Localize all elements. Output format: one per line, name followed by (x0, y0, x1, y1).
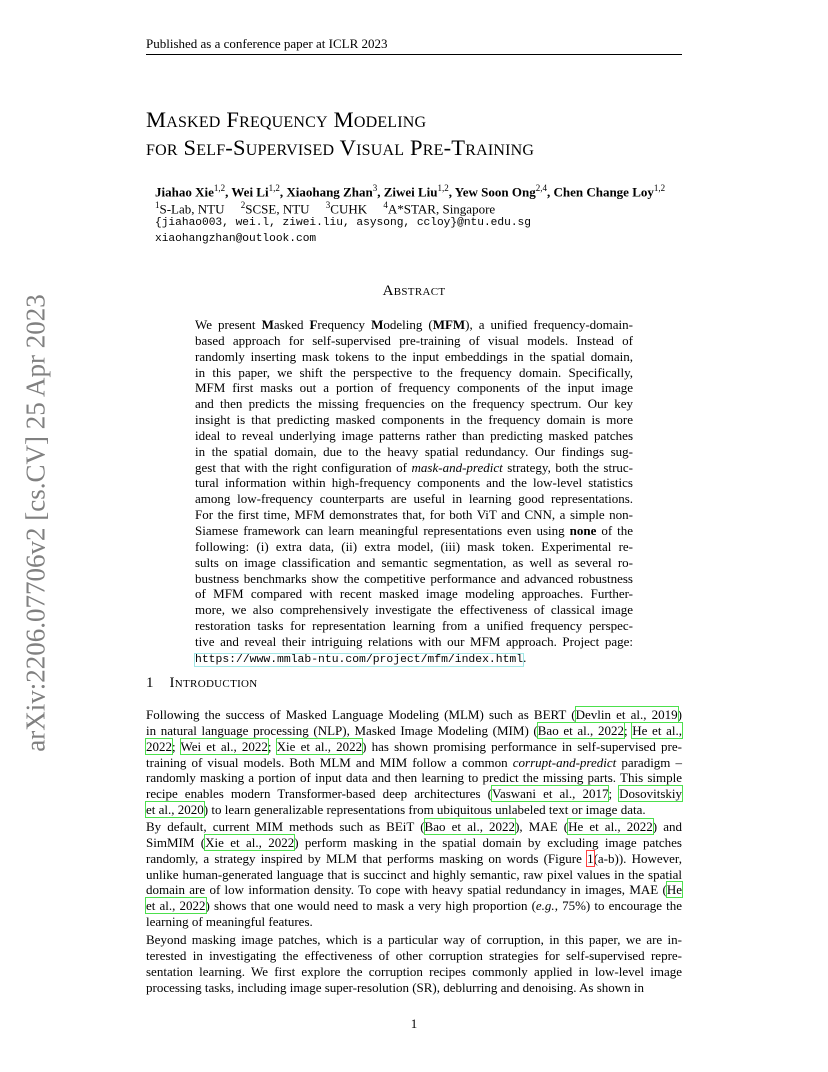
text-run: ) (677, 707, 682, 722)
text-run: unlike human-generated language that is succinct and highly semantic, raw pixel values in the spatial (146, 866, 682, 882)
paper-title (146, 106, 534, 162)
citation-link[interactable]: Bao et al., 2022 (537, 722, 624, 738)
abstract-line (195, 650, 633, 669)
text-run: Siamese framework can learn meaningful representations even using (195, 522, 570, 538)
text-run: ) shows that one would need to mask a very high proportion ( (205, 898, 536, 914)
section-number: 1 (146, 675, 154, 691)
abstract-line (195, 380, 633, 396)
text-run: tive and reveal their intriguing relations with our MFM approach. Project page: (195, 633, 633, 649)
arxiv-id: arXiv:2206.07706v2 [cs.CV] 25 Apr 2023 (20, 293, 51, 752)
text-run: , 75%) to encourage the (554, 898, 682, 914)
title-line-2: for Self-Supervised Visual Pre-Training (146, 135, 535, 160)
paragraph-line (146, 867, 682, 883)
section-title: Introduction (169, 675, 258, 691)
abstract-line (195, 555, 633, 571)
paragraph-line (146, 932, 682, 948)
abstract-line (195, 396, 633, 412)
text-run: (a-b)). However, (593, 850, 682, 866)
author-affiliation-mark: 3 (372, 183, 378, 193)
text-run: following: (i) extra data, (ii) extra model, (iii) mask token. Experimental re- (195, 538, 633, 554)
citation-link[interactable]: Xie et al., 2022 (276, 738, 363, 754)
citation-link[interactable]: Devlin et al., 2019 (575, 707, 678, 722)
arxiv-stamp (22, 285, 50, 760)
text-run: insight is that predicting masked components in the frequency domain is more (195, 412, 633, 428)
author-affiliation-mark: 1,2 (268, 183, 280, 193)
text-run: bustness benchmarks show the competitive performance and advanced robustness (195, 570, 633, 586)
text-run: strategy, both the struc- (502, 459, 634, 475)
text-run: sentation learning. We first explore the corruption recipes commonly applied in low-level image (146, 963, 682, 979)
text-run: We present (195, 317, 262, 332)
abstract-heading: Abstract (382, 283, 446, 299)
affiliation-mark: 4 (383, 200, 388, 210)
author-name: Chen Change Loy (553, 184, 654, 200)
text-run: ideal to reveal underlying image patterns rather than predicting masked patches (195, 427, 633, 443)
text-run: tural information within high-frequency components and the low-level statistics (195, 475, 633, 491)
text-run: ; (267, 738, 277, 754)
abstract-line (195, 428, 633, 444)
text-run: learning of meaningful features. (146, 914, 313, 930)
text-run: Following the success of Masked Language Modeling (MLM) such as BERT ( (146, 707, 576, 722)
text-run: in this paper, we shift the perspective to the frequency domain. Specifically, (195, 364, 633, 380)
text-run: . (523, 649, 527, 665)
author-name: Yew Soon Ong (454, 184, 536, 200)
abstract-line (195, 618, 633, 634)
abstract-line (195, 571, 633, 587)
citation-link[interactable]: He (666, 882, 682, 898)
email-line-1: {jiahao003, wei.l, ziwei.liu, asysong, ccloy}@ntu.edu.sg (155, 217, 531, 229)
text-run: of the (596, 522, 633, 538)
text-run: terested in investigating the effectiveness of other corruption strategies for self-supervised repre- (146, 947, 682, 963)
figure-ref-link[interactable]: 1 (587, 850, 594, 866)
email-line-2: xiaohangzhan@outlook.com (155, 233, 317, 245)
citation-link[interactable]: Bao et al., 2022 (424, 819, 516, 834)
paragraph-line (146, 980, 682, 996)
bold-text: F (309, 317, 318, 332)
text-run: ) perform masking in the spatial domain by excluding image patches (294, 834, 682, 850)
text-run: ; (172, 738, 181, 754)
text-run: paradigm – (616, 754, 682, 770)
text-run: randomly, a strategy inspired by MLM that performs masking on words (Figure (146, 850, 588, 866)
affiliation-name: S-Lab, NTU (159, 201, 225, 217)
text-run: of MFM compared with recent masked image modeling approaches. Further- (195, 586, 633, 602)
citation-link[interactable]: He et al., (632, 722, 682, 738)
abstract-line (195, 444, 633, 460)
abstract-line (195, 349, 633, 365)
text-run: processing tasks, including image super-resolution (SR), deblurring and denoising. As shown in (146, 979, 645, 995)
text-run: MFM first masks out a portion of frequency components of the input image (195, 380, 633, 396)
abstract-line (195, 317, 633, 333)
abstract-line (195, 333, 633, 349)
text-run: requency (317, 317, 372, 332)
text-run: randomly inserting mask tokens to the input embeddings in the spatial domain, (195, 348, 633, 364)
text-run: Beyond masking image patches, which is a particular way of corruption, in this paper, we are in- (146, 932, 682, 947)
text-run: and then predicts the missing frequencies on the frequency spectrum. Our key (195, 396, 633, 412)
italic-text: corrupt-and-predict (512, 754, 617, 770)
abstract-line (195, 475, 633, 491)
text-run: training of visual models. Both MLM and MIM follow a common (146, 754, 513, 770)
text-run: in natural language processing (NLP), Masked Image Modeling (MIM) ( (146, 722, 538, 738)
author-affiliation-mark: 2,4 (535, 183, 547, 193)
citation-link[interactable]: Wei et al., 2022 (180, 738, 268, 754)
abstract-line (195, 491, 633, 507)
affiliation-mark: 1 (155, 200, 160, 210)
text-run: sults on image classification and semantic segmentation, as well as several ro- (195, 554, 633, 570)
abstract-line (195, 539, 633, 555)
paragraph-line (146, 723, 682, 739)
bold-text: M (371, 317, 384, 332)
text-run: restoration tasks for representation learning from a unified frequency perspec- (195, 618, 633, 634)
abstract-line (195, 523, 633, 539)
affiliation-name: SCSE, NTU (245, 201, 310, 217)
affiliation-mark: 3 (325, 200, 331, 210)
bold-text: none (569, 522, 597, 538)
citation-link[interactable]: et al., 2022 (146, 898, 206, 914)
text-run: gest that with the right configuration of (195, 459, 412, 475)
paragraph-1 (146, 707, 682, 818)
author-affiliation-mark: 1,2 (437, 183, 449, 193)
author-name: Ziwei Liu (383, 184, 438, 200)
text-run: ) has shown promising performance in self-supervised pre- (362, 738, 682, 754)
citation-link[interactable]: Dosovitskiy (619, 786, 682, 802)
citation-link[interactable]: 2022 (146, 738, 172, 754)
title-line-1: Masked Frequency Modeling (146, 107, 427, 132)
text-run: ; (608, 786, 620, 802)
text-run: SimMIM ( (146, 834, 206, 850)
paragraph-line (146, 898, 682, 914)
abstract-line (195, 460, 633, 476)
citation-link[interactable]: et al., 2020 (146, 802, 204, 818)
citation-link[interactable]: Xie et al., 2022 (205, 834, 295, 850)
text-run: ) to learn generalizable representations from ubiquitous unlabeled text or image data. (203, 802, 646, 818)
author-name: Xiaohang Zhan (286, 184, 373, 200)
text-run: ; (623, 722, 633, 738)
paragraph-line (146, 882, 682, 898)
paragraph-line (146, 851, 682, 867)
abstract-body (195, 317, 633, 669)
paragraph-line (146, 802, 682, 818)
abstract-line (195, 365, 633, 381)
abstract-line (195, 602, 633, 618)
bold-text: MFM (432, 317, 466, 332)
text-run: in the spatial domain, due to the heavy spatial redundancy. Our findings sug- (195, 443, 633, 459)
italic-text: mask-and-predict (411, 459, 503, 475)
author-affiliation-mark: 1,2 (653, 183, 666, 193)
affiliation-mark: 2 (240, 200, 246, 210)
text-run: based approach for self-supervised pre-training of visual models. Instead of (195, 332, 633, 348)
paragraph-line (146, 964, 682, 980)
page-number: 1 (410, 1016, 418, 1031)
text-run: recipe enables modern Transformer-based deep architectures ( (146, 786, 492, 802)
text-run: ), MAE ( (515, 819, 569, 834)
abstract-line (195, 586, 633, 602)
paragraph-line (146, 739, 682, 755)
paragraph-line (146, 948, 682, 964)
bold-text: M (261, 317, 274, 332)
author-affiliation-mark: 1,2 (213, 183, 226, 193)
text-run: domain are of low information density. To cope with heavy spatial redundancy in images, MAE ( (146, 882, 667, 898)
text-run: ) and (652, 819, 682, 834)
paragraph-2 (146, 819, 682, 930)
text-run: ), a unified frequency-domain- (465, 317, 633, 332)
italic-text: e.g. (535, 898, 555, 914)
abstract-line (195, 634, 633, 650)
citation-link[interactable]: He et al., 2022 (568, 819, 653, 834)
abstract-line (195, 507, 633, 523)
header-rule (146, 54, 682, 55)
project-page-link[interactable]: https://www.mmlab-ntu.com/project/mfm/index.html (195, 653, 524, 666)
running-header: Published as a conference paper at ICLR 2023 (146, 36, 388, 51)
abstract-line (195, 412, 633, 428)
paragraph-line (146, 770, 682, 786)
text-run: randomly masking a portion of input data and then learning to predict the missing parts. This simple (146, 770, 682, 786)
paragraph-line (146, 914, 682, 930)
paragraph-line (146, 707, 682, 723)
text-run: more, we also comprehensively investigate the effectiveness of classical image (195, 602, 633, 618)
affiliation-name: CUHK (330, 201, 368, 217)
text-run: odeling ( (383, 317, 433, 332)
author-name: Jiahao Xie (155, 184, 214, 200)
paragraph-line (146, 786, 682, 802)
paragraph-3 (146, 932, 682, 995)
text-run: By default, current MIM methods such as BEiT ( (146, 819, 425, 834)
text-run: among low-frequency counterparts are useful in learning good representations. (195, 491, 633, 507)
paragraph-line (146, 755, 682, 771)
section-heading (146, 675, 258, 692)
paragraph-line (146, 819, 682, 835)
author-name: Wei Li (231, 184, 269, 200)
text-run: asked (273, 317, 310, 332)
citation-link[interactable]: Vaswani et al., 2017 (492, 786, 609, 802)
text-run: For the first time, MFM demonstrates that, for both ViT and CNN, a simple non- (195, 507, 633, 523)
author-list: Jiahao Xie$^{1,2}$, Wei Li$^{1,2}$, Xiaohang Zhan$^3$, Ziwei Liu$^{1,2}$, Yew Soon Ong$^{2,4}$, Chen Change Loy$^{1,2}$ (155, 183, 666, 200)
affiliation-name: A*STAR, Singapore (387, 201, 496, 217)
paragraph-line (146, 835, 682, 851)
